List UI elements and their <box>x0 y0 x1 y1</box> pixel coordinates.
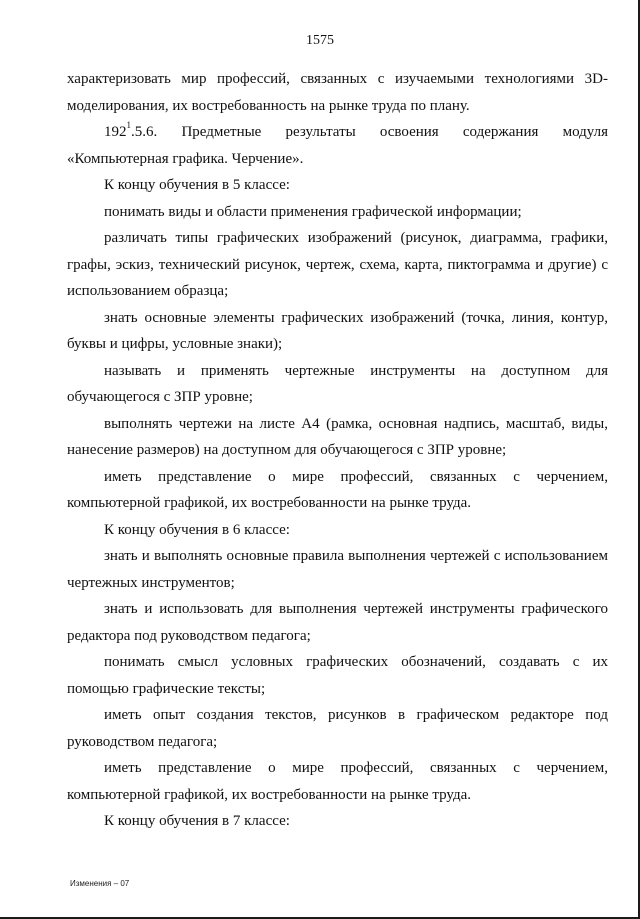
list-item: понимать виды и области применения графической информации; <box>104 203 522 220</box>
page-number: 1575 <box>306 33 334 48</box>
list-item: иметь представление о мире профессий, связанных с черчением, компьютерной графикой, их востребованности на рынке труда. <box>67 760 608 803</box>
list-item: знать и выполнять основные правила выполнения чертежей с использованием чертежных инструментов; <box>67 548 608 591</box>
list-item: знать и использовать для выполнения чертежей инструменты графического редактора под руководством педагога; <box>67 601 608 644</box>
section-number-main: 192 <box>104 124 127 140</box>
list-item: понимать смысл условных графических обозначений, создавать с их помощью графические тексты; <box>67 654 608 697</box>
list-item: иметь представление о мире профессий, связанных с черчением, компьютерной графикой, их востребованности на рынке труда. <box>67 468 608 511</box>
document-body <box>67 66 608 835</box>
paragraph-continuation: характеризовать мир профессий, связанных с изучаемыми технологиями 3D-моделирования, их востребованность на рынке труда по плану. <box>67 71 608 114</box>
list-item: знать основные элементы графических изображений (точка, линия, контур, буквы и цифры, условные знаки); <box>67 309 608 352</box>
section-heading-text: .5.6. Предметные результаты освоения содержания модуля «Компьютерная графика. Черчение». <box>67 124 608 167</box>
grade-heading: К концу обучения в 5 классе: <box>104 177 290 193</box>
section-number-superscript: 1 <box>126 120 131 130</box>
grade-heading: К концу обучения в 7 классе: <box>104 813 290 829</box>
section-heading <box>67 119 608 172</box>
list-item: иметь опыт создания текстов, рисунков в графическом редакторе под руководством педагога; <box>67 707 608 750</box>
footer-revision-note: Изменения – 07 <box>70 879 130 888</box>
list-item: называть и применять чертежные инструменты на доступном для обучающегося с ЗПР уровне; <box>67 362 608 405</box>
list-item: различать типы графических изображений (рисунок, диаграмма, графики, графы, эскиз, технический рисунок, чертеж, схема, карта, пиктограмма и другие) с использованием образца; <box>67 230 608 299</box>
list-item: выполнять чертежи на листе А4 (рамка, основная надпись, масштаб, виды, нанесение размеров) на доступном для обучающегося с ЗПР уровне; <box>67 415 608 458</box>
grade-heading: К концу обучения в 6 классе: <box>104 521 290 538</box>
